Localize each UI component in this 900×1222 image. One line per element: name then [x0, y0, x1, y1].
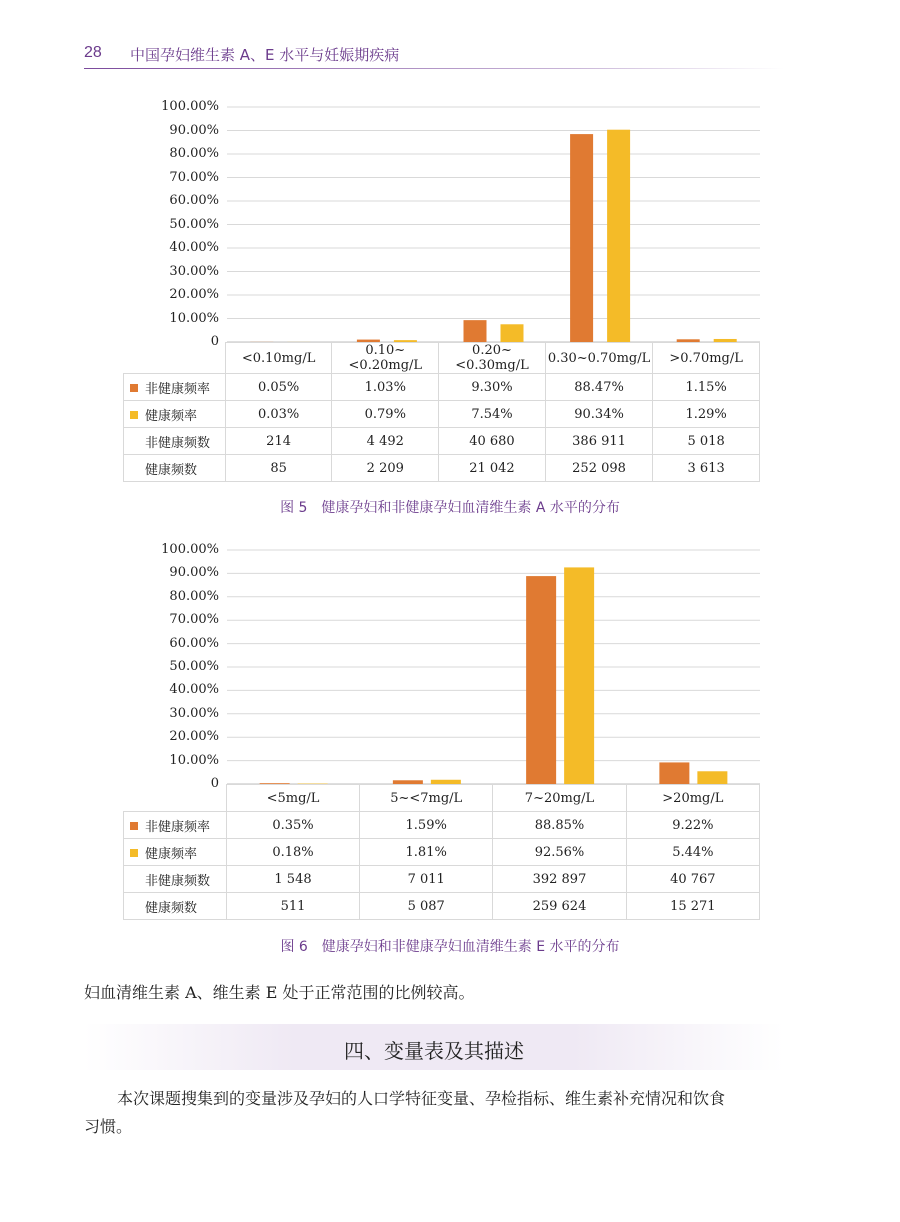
- table-cell: 9.22%: [626, 812, 759, 839]
- y-tick-label: 0: [210, 334, 219, 349]
- category-label: >0.70mg/L: [653, 343, 760, 374]
- y-tick-label: 100.00%: [161, 542, 219, 557]
- table-cell: 386 911: [545, 428, 652, 455]
- row-label: 健康频数: [145, 900, 198, 916]
- table-cell: 5.44%: [626, 839, 759, 866]
- vitamin-e-data-table: [123, 784, 760, 920]
- paragraph-continuation: 妇血清维生素 A、维生素 E 处于正常范围的比例较高。: [84, 983, 475, 1002]
- figure-5-caption: 图 5 健康孕妇和非健康孕妇血清维生素 A 水平的分布: [280, 500, 620, 516]
- table-cell: 9.30%: [439, 374, 546, 401]
- y-tick-label: 10.00%: [169, 310, 219, 326]
- category-label: >20mg/L: [626, 785, 759, 812]
- category-label: 0.20~<0.30mg/L: [439, 343, 546, 374]
- table-cell: 1 548: [226, 866, 359, 893]
- y-tick-label: 40.00%: [169, 240, 219, 255]
- table-row: [124, 893, 760, 920]
- paragraph-line-2: 习惯。: [84, 1117, 133, 1136]
- y-tick-label: 90.00%: [169, 122, 219, 138]
- table-cell: 214: [225, 428, 332, 455]
- table-cell: 252 098: [545, 455, 652, 482]
- row-label: 健康频率: [145, 846, 198, 862]
- table-row: [124, 812, 760, 839]
- row-label: 非健康频率: [145, 819, 211, 835]
- table-cell: 1.59%: [360, 812, 493, 839]
- y-tick-label: 40.00%: [169, 682, 219, 698]
- category-label: 0.10~<0.20mg/L: [332, 343, 439, 374]
- table-cell: 88.85%: [493, 812, 626, 839]
- table-cell: 15 271: [626, 893, 759, 920]
- page-number: 28: [84, 44, 102, 61]
- bar-unhealthy: [526, 576, 556, 784]
- y-tick-label: 10.00%: [169, 752, 219, 768]
- table-cell: 5 018: [653, 428, 760, 455]
- category-label: <0.10mg/L: [225, 343, 332, 374]
- table-cell: 2 209: [332, 455, 439, 482]
- table-cell: 0.18%: [226, 839, 359, 866]
- y-tick-label: 70.00%: [169, 612, 219, 628]
- table-cell: 0.05%: [225, 374, 332, 401]
- table-cell: 90.34%: [545, 401, 652, 428]
- section-title: 四、变量表及其描述: [344, 1039, 524, 1063]
- y-tick-label: 20.00%: [169, 287, 219, 302]
- table-cell: 392 897: [493, 866, 626, 893]
- table-cell: 259 624: [493, 893, 626, 920]
- row-label: 健康频数: [145, 462, 198, 478]
- bar-unhealthy: [659, 762, 689, 784]
- table-cell: 85: [225, 455, 332, 482]
- table-cell: 1.81%: [360, 839, 493, 866]
- category-label: <5mg/L: [226, 785, 359, 812]
- table-cell: 1.29%: [653, 401, 760, 428]
- table-cell: 92.56%: [493, 839, 626, 866]
- legend-swatch: [130, 849, 138, 857]
- figure-6-caption: 图 6 健康孕妇和非健康孕妇血清维生素 E 水平的分布: [280, 939, 620, 955]
- y-tick-label: 0: [210, 776, 219, 791]
- y-tick-label: 90.00%: [169, 565, 219, 581]
- category-label: 0.30~0.70mg/L: [545, 343, 652, 374]
- table-cell: 21 042: [439, 455, 546, 482]
- legend-swatch: [130, 822, 138, 830]
- y-tick-label: 30.00%: [169, 705, 219, 721]
- y-tick-label: 50.00%: [169, 216, 219, 232]
- table-cell: 88.47%: [545, 374, 652, 401]
- category-label: 5~<7mg/L: [360, 785, 493, 812]
- table-row: [124, 839, 760, 866]
- paragraph-line-1: 本次课题搜集到的变量涉及孕妇的人口学特征变量、孕检指标、维生素补充情况和饮食: [117, 1089, 726, 1108]
- table-cell: 40 767: [626, 866, 759, 893]
- table-cell: 0.79%: [332, 401, 439, 428]
- table-cell: 0.03%: [225, 401, 332, 428]
- table-cell: 0.35%: [226, 812, 359, 839]
- category-label: 7~20mg/L: [493, 785, 626, 812]
- row-label: 健康频率: [145, 408, 198, 424]
- y-tick-label: 70.00%: [169, 169, 219, 185]
- y-tick-label: 30.00%: [169, 263, 219, 279]
- y-tick-label: 100.00%: [161, 99, 219, 114]
- bar-healthy: [564, 567, 594, 784]
- table-cell: 1.15%: [653, 374, 760, 401]
- running-title: 中国孕妇维生素 A、E 水平与妊娠期疾病: [130, 46, 400, 64]
- table-cell: 40 680: [439, 428, 546, 455]
- y-tick-label: 60.00%: [169, 193, 219, 208]
- y-tick-label: 50.00%: [169, 659, 219, 674]
- table-cell: 7.54%: [439, 401, 546, 428]
- table-cell: 4 492: [332, 428, 439, 455]
- table-cell: 511: [226, 893, 359, 920]
- y-tick-label: 80.00%: [169, 588, 219, 604]
- row-label: 非健康频数: [145, 435, 211, 451]
- y-tick-label: 80.00%: [169, 146, 219, 161]
- table-cell: 3 613: [653, 455, 760, 482]
- bar-healthy: [697, 771, 727, 784]
- section-heading: [84, 1024, 784, 1070]
- table-cell: 5 087: [360, 893, 493, 920]
- table-row: [124, 866, 760, 893]
- row-label: 非健康频数: [145, 873, 211, 889]
- y-tick-label: 60.00%: [169, 635, 219, 651]
- table-cell: 7 011: [360, 866, 493, 893]
- y-tick-label: 20.00%: [169, 729, 219, 745]
- table-cell: 1.03%: [332, 374, 439, 401]
- row-label: 非健康频率: [145, 381, 211, 397]
